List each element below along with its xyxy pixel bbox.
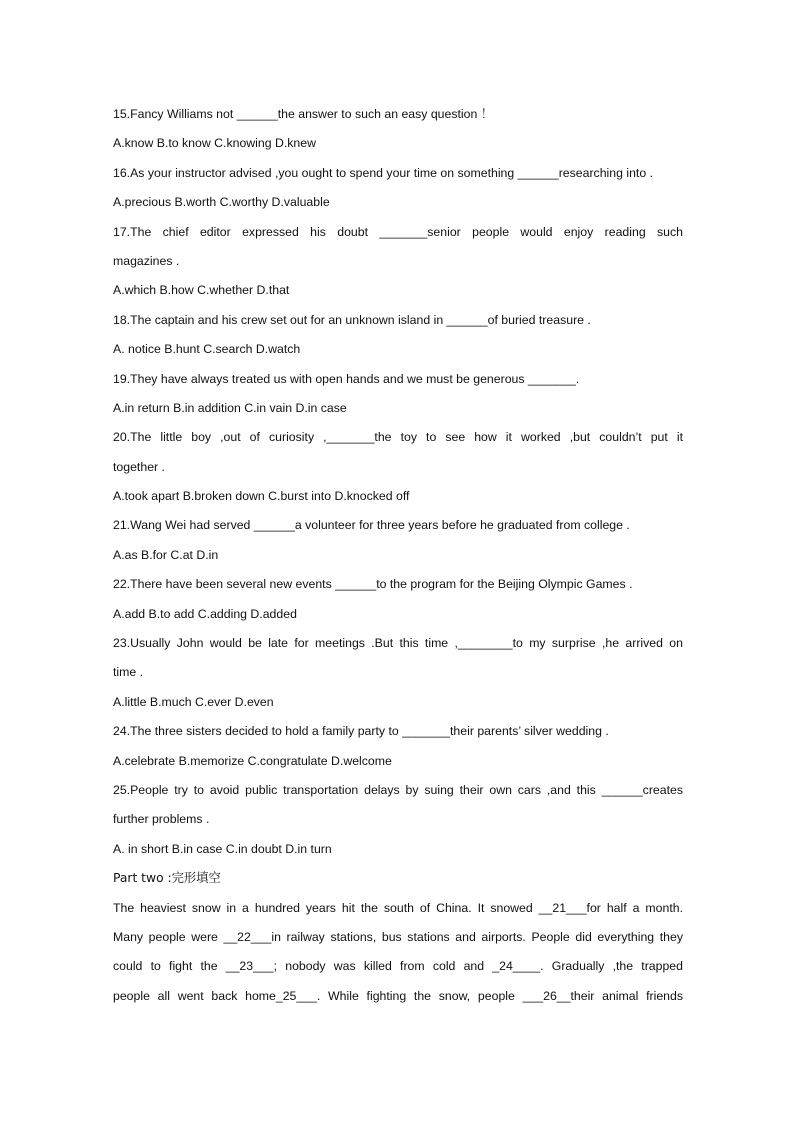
question-options: A.precious B.worth C.worthy D.valuable <box>113 195 330 210</box>
question-22 <box>113 574 683 633</box>
passage-line: Many people were __22___in railway stations, bus stations and airports. People did everything they <box>113 929 683 944</box>
document-page <box>113 104 683 1015</box>
question-options: A. in short B.in case C.in doubt D.in turn <box>113 841 332 856</box>
question-text: 18.The captain and his crew set out for an unknown island in ______of buried treasure . <box>113 312 591 327</box>
question-options: A.as B.for C.at D.in <box>113 547 219 562</box>
question-options: A.add B.to add C.adding D.added <box>113 606 297 621</box>
passage-line: people all went back home_25___. While fighting the snow, people ___26__their animal friends <box>113 988 683 1003</box>
question-23 <box>113 633 683 721</box>
question-options: A.in return B.in addition C.in vain D.in case <box>113 400 347 415</box>
question-text: 16.As your instructor advised ,you ought to spend your time on something ______researching into . <box>113 165 654 180</box>
question-16 <box>113 163 683 222</box>
question-options: A.celebrate B.memorize C.congratulate D.welcome <box>113 753 392 768</box>
question-text: 21.Wang Wei had served ______a volunteer for three years before he graduated from college . <box>113 518 630 533</box>
question-24 <box>113 721 683 780</box>
part-two-heading: Part two :完形填空 <box>113 871 221 886</box>
question-text-continued: magazines . <box>113 253 180 268</box>
question-text-continued: further problems . <box>113 812 210 827</box>
question-21 <box>113 515 683 574</box>
question-text-continued: time . <box>113 665 144 680</box>
question-25 <box>113 780 683 868</box>
question-18 <box>113 310 683 369</box>
question-text: 19.They have always treated us with open hands and we must be generous _______. <box>113 371 580 386</box>
question-options: A.which B.how C.whether D.that <box>113 283 290 298</box>
passage-line: could to fight the __23___; nobody was killed from cold and _24____. Gradually ,the trapped <box>113 959 683 974</box>
question-20 <box>113 427 683 515</box>
question-options: A.little B.much C.ever D.even <box>113 694 274 709</box>
question-options: A.know B.to know C.knowing D.knew <box>113 136 316 151</box>
question-text-continued: together . <box>113 459 165 474</box>
question-text: 24.The three sisters decided to hold a family party to _______their parents’ silver wedding . <box>113 724 609 739</box>
question-text: 22.There have been several new events ______to the program for the Beijing Olympic Games . <box>113 577 633 592</box>
question-text: 20.The little boy ,out of curiosity ,_______the toy to see how it worked ,but couldn’t put it <box>113 430 683 445</box>
part-two-section <box>113 868 683 1015</box>
question-text: 17.The chief editor expressed his doubt _______senior people would enjoy reading such <box>113 224 683 239</box>
question-text: 25.People try to avoid public transportation delays by suing their own cars ,and this ______creates <box>113 782 683 797</box>
question-text: 23.Usually John would be late for meetings .But this time ,________to my surprise ,he arrived on <box>113 636 683 651</box>
passage-line: The heaviest snow in a hundred years hit the south of China. It snowed __21___for half a month. <box>113 900 683 915</box>
question-text: 15.Fancy Williams not ______the answer to such an easy question ！ <box>113 107 494 121</box>
question-options: A.took apart B.broken down C.burst into D.knocked off <box>113 489 410 504</box>
question-19 <box>113 369 683 428</box>
question-15 <box>113 104 683 163</box>
question-options: A. notice B.hunt C.search D.watch <box>113 342 301 357</box>
question-17 <box>113 222 683 310</box>
